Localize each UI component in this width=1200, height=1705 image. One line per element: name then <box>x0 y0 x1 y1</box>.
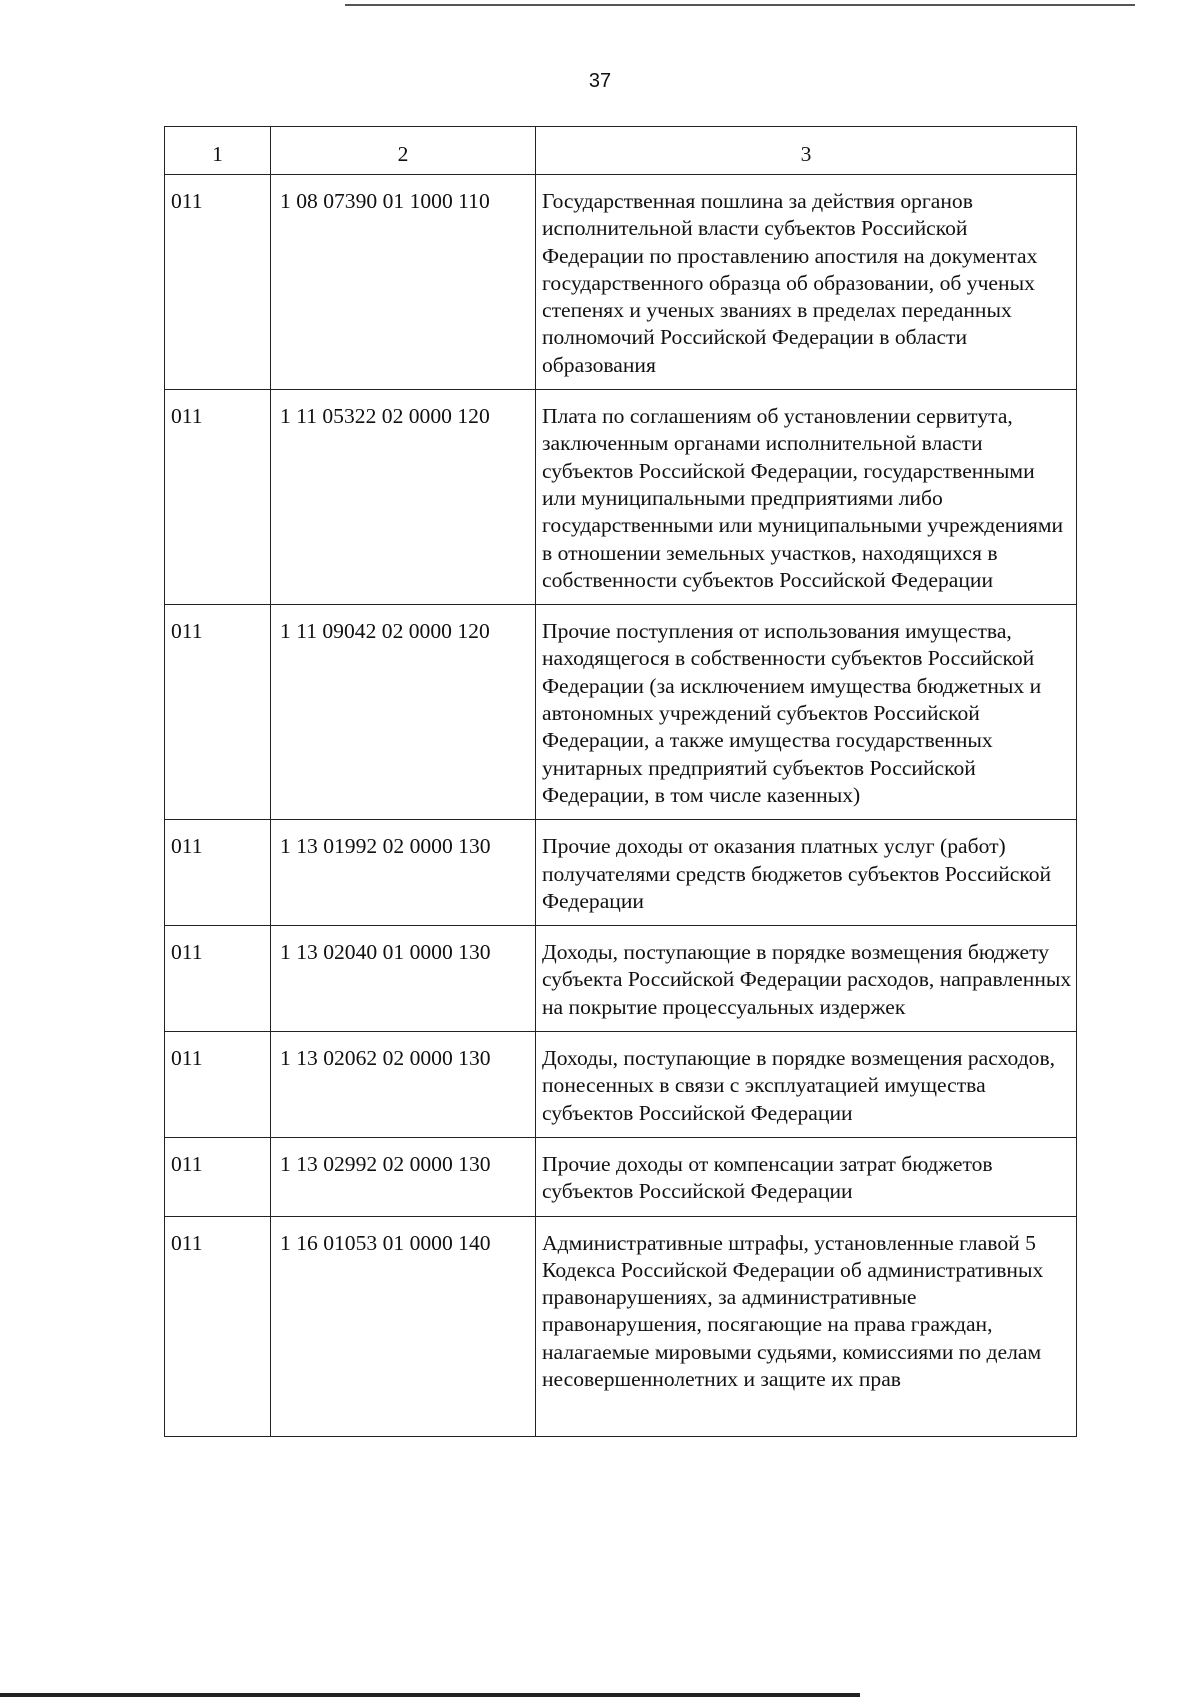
revenue-code-cell: 1 11 09042 02 0000 120 <box>271 605 536 820</box>
bottom-border-line <box>0 1693 860 1697</box>
revenue-name-cell: Прочие доходы от компенсации затрат бюджетов субъектов Российской Федерации <box>536 1137 1077 1216</box>
revenue-name-cell: Административные штрафы, установленные главой 5 Кодекса Российской Федерации об административных правонарушениях, за административные правонарушения, посягающие на права граждан, налагаемые мировыми судьями, комиссиями по делам несовершеннолетних и защите их прав <box>536 1216 1077 1436</box>
table-row <box>165 1032 1077 1138</box>
admin-code-cell: 011 <box>165 820 271 926</box>
revenue-code-cell: 1 11 05322 02 0000 120 <box>271 390 536 605</box>
revenue-name-cell: Доходы, поступающие в порядке возмещения расходов, понесенных в связи с эксплуатацией имущества субъектов Российской Федерации <box>536 1032 1077 1138</box>
admin-code-cell: 011 <box>165 605 271 820</box>
revenue-name-cell: Прочие поступления от использования имущества, находящегося в собственности субъектов Российской Федерации (за исключением имущества бюджетных и автономных учреждений субъектов Российской Федерации, а также имущества государственных унитарных предприятий субъектов Российской Федерации, в том числе казенных) <box>536 605 1077 820</box>
admin-code-cell: 011 <box>165 1216 271 1436</box>
top-border-line <box>345 4 1135 6</box>
admin-code-cell: 011 <box>165 390 271 605</box>
page-number: 37 <box>588 70 612 92</box>
admin-code-cell: 011 <box>165 1137 271 1216</box>
revenue-code-cell: 1 13 01992 02 0000 130 <box>271 820 536 926</box>
table-row <box>165 1216 1077 1436</box>
revenue-name-cell: Государственная пошлина за действия органов исполнительной власти субъектов Российской Федерации по проставлению апостиля на документах государственного образца об образовании, об ученых степенях и ученых званиях в пределах переданных полномочий Российской Федерации в области образования <box>536 175 1077 390</box>
table-header-row <box>165 127 1077 175</box>
table-row <box>165 926 1077 1032</box>
revenue-codes-table <box>164 126 1077 1437</box>
table-row <box>165 1137 1077 1216</box>
revenue-name-cell: Доходы, поступающие в порядке возмещения бюджету субъекта Российской Федерации расходов, направленных на покрытие процессуальных издержек <box>536 926 1077 1032</box>
admin-code-cell: 011 <box>165 1032 271 1138</box>
column-header-3: 3 <box>536 127 1077 175</box>
revenue-name-cell: Плата по соглашениям об установлении сервитута, заключенным органами исполнительной власти субъектов Российской Федерации, государственными или муниципальными предприятиями либо государственными или муниципальными учреждениями в отношении земельных участков, находящихся в собственности субъектов Российской Федерации <box>536 390 1077 605</box>
revenue-code-cell: 1 13 02062 02 0000 130 <box>271 1032 536 1138</box>
table-row <box>165 175 1077 390</box>
revenue-code-cell: 1 13 02040 01 0000 130 <box>271 926 536 1032</box>
admin-code-cell: 011 <box>165 926 271 1032</box>
revenue-code-cell: 1 08 07390 01 1000 110 <box>271 175 536 390</box>
column-header-1: 1 <box>165 127 271 175</box>
table-row <box>165 390 1077 605</box>
revenue-code-cell: 1 16 01053 01 0000 140 <box>271 1216 536 1436</box>
table-row <box>165 820 1077 926</box>
admin-code-cell: 011 <box>165 175 271 390</box>
table-row <box>165 605 1077 820</box>
revenue-code-cell: 1 13 02992 02 0000 130 <box>271 1137 536 1216</box>
revenue-name-cell: Прочие доходы от оказания платных услуг (работ) получателями средств бюджетов субъектов Российской Федерации <box>536 820 1077 926</box>
column-header-2: 2 <box>271 127 536 175</box>
